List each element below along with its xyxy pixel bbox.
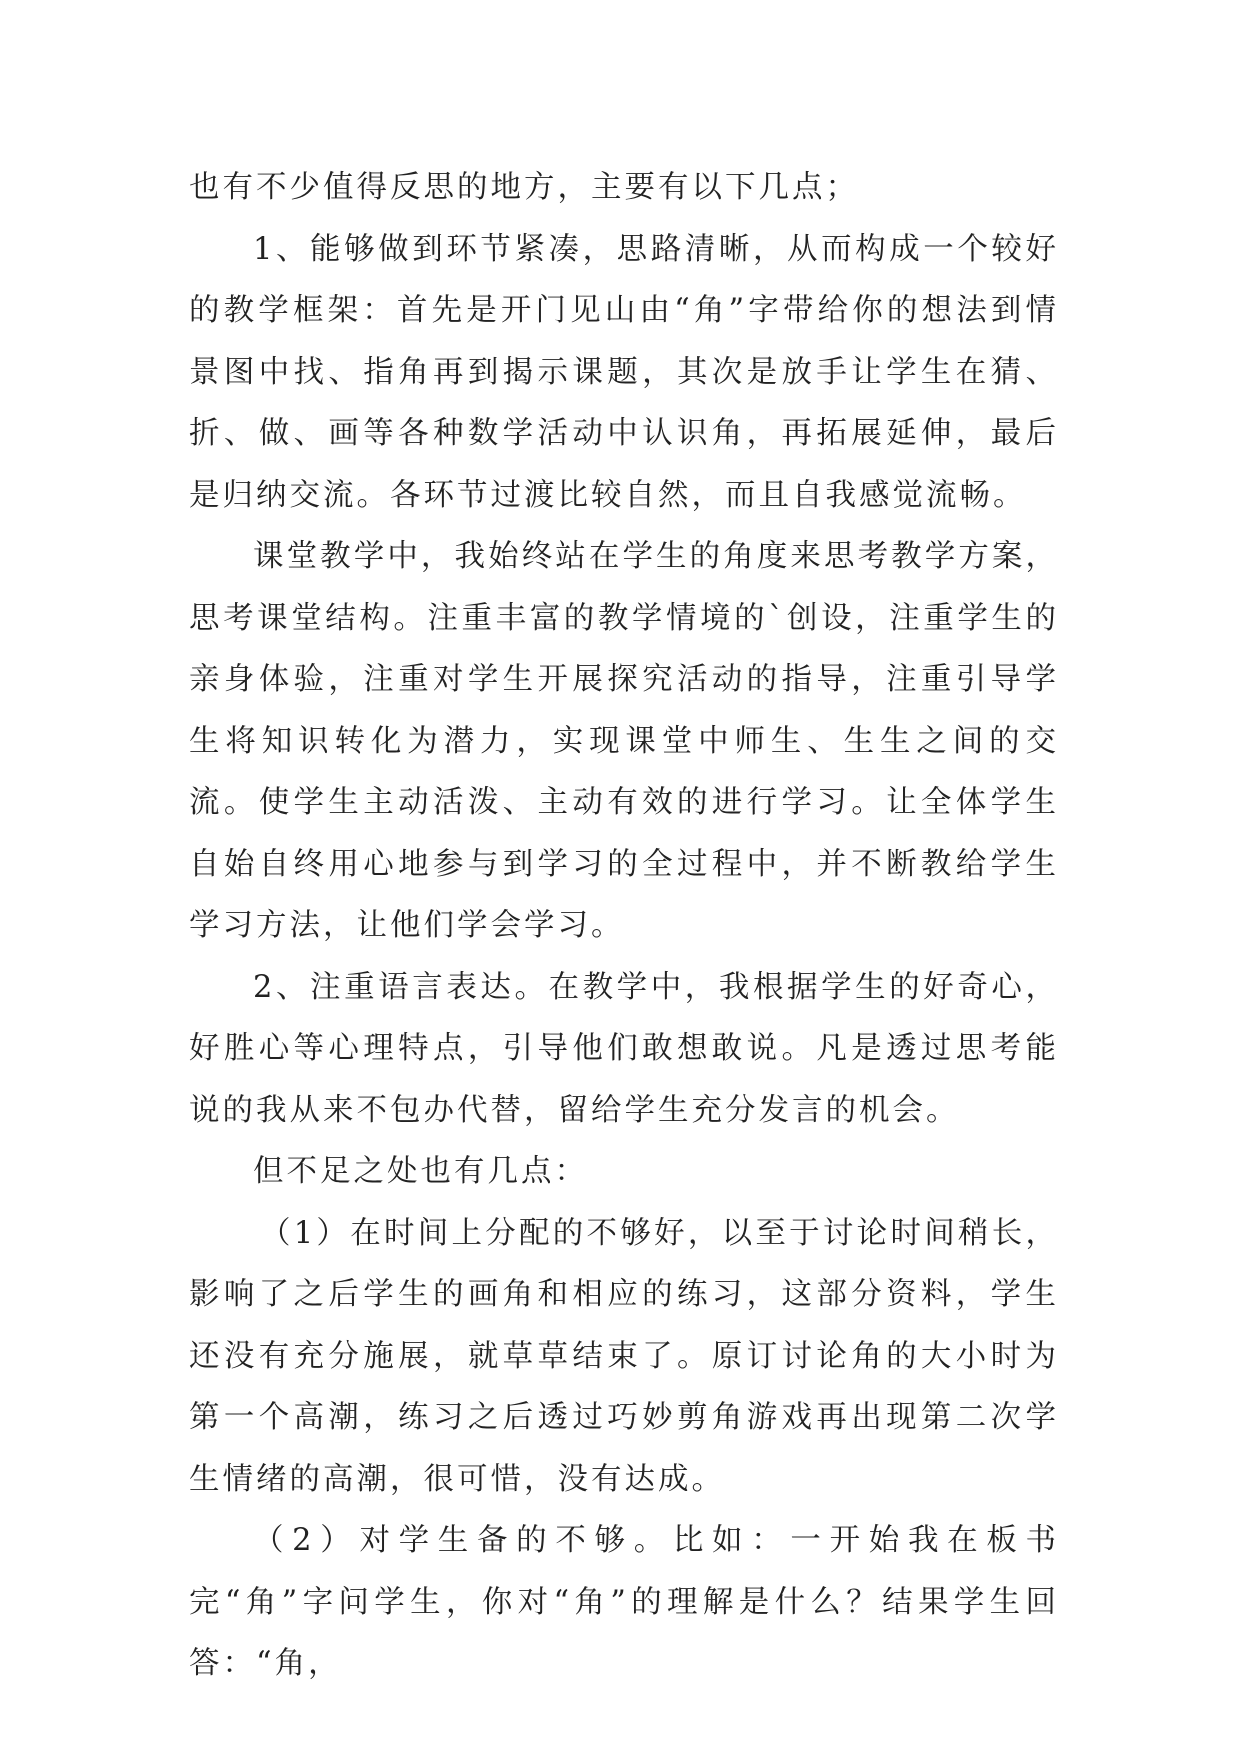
paragraph-point-2: 2、注重语言表达。在教学中，我根据学生的好奇心，好胜心等心理特点，引导他们敢想敢说。凡是透过思考能说的我从来不包办代替，留给学生充分发言的机会。 [189, 969, 1059, 1128]
paragraph-shortcomings-heading: 但不足之处也有几点： [253, 1154, 588, 1189]
paragraph-shortcoming-1: （1）在时间上分配的不够好，以至于讨论时间稍长，影响了之后学生的画角和相应的练习，这部分资料，学生还没有充分施展，就草草结束了。原订讨论角的大小时为第一个高潮，练习之后透过巧妙剪角游戏再出现第二次学生情绪的高潮，很可惜，没有达成。 [189, 1215, 1059, 1497]
document-body [189, 157, 1059, 1695]
paragraph-point-1: 1、能够做到环节紧凑，思路清晰，从而构成一个较好的教学框架：首先是开门见山由“角”字带给你的想法到情景图中找、指角再到揭示课题，其次是放手让学生在猜、折、做、画等各种数学活动中认识角，再拓展延伸，最后是归纳交流。各环节过渡比较自然，而且自我感觉流畅。 [189, 231, 1059, 513]
paragraph-classroom-teaching: 课堂教学中，我始终站在学生的角度来思考教学方案，思考课堂结构。注重丰富的教学情境的`创设，注重学生的亲身体验，注重对学生开展探究活动的指导，注重引导学生将知识转化为潜力，实现课堂中师生、生生之间的交流。使学生主动活泼、主动有效的进行学习。让全体学生自始自终用心地参与到学习的全过程中，并不断教给学生学习方法，让他们学会学习。 [189, 539, 1059, 943]
paragraph-intro-continuation: 也有不少值得反思的地方，主要有以下几点； [189, 170, 859, 205]
paragraph-shortcoming-2: （2）对学生备的不够。比如：一开始我在板书完“角”字问学生，你对“角”的理解是什么？结果学生回答：“角， [189, 1523, 1059, 1681]
